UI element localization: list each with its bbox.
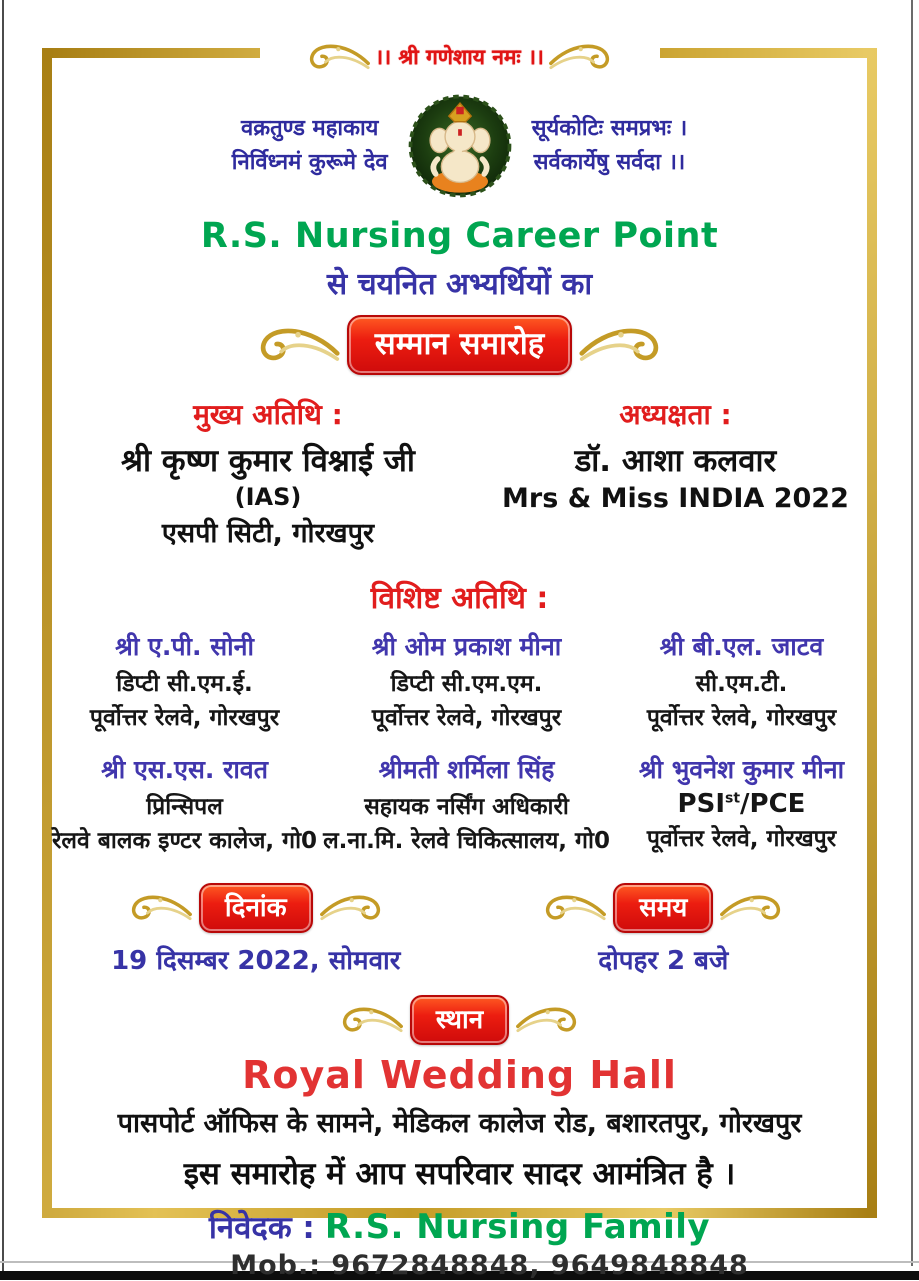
top-crest-ornament: [260, 26, 660, 88]
requester-row: [209, 1206, 710, 1248]
time-badge-row: [460, 883, 868, 933]
gold-flourish-icon: [719, 891, 783, 925]
guest-post-main: PSI: [677, 789, 725, 819]
venue-badge: स्थान: [410, 995, 509, 1045]
president-name: डॉ. आशा कलवार: [574, 443, 777, 479]
venue-address: पासपोर्ट ऑफिस के सामने, मेडिकल कालेज रोड, बशारतपुर, गोरखपुर: [117, 1108, 802, 1139]
venue-badge-row: [340, 995, 579, 1045]
president-designation: Mrs & Miss INDIA 2022: [502, 483, 849, 514]
card-content: [52, 58, 867, 1281]
guest-post-suffix: /PCE: [740, 789, 806, 819]
gold-flourish-icon: [578, 323, 662, 367]
guest-name: श्री बी.एल. जाटव: [659, 632, 824, 661]
guest-card: [323, 629, 610, 732]
chief-guest-designation: एसपी सिटी, गोरखपुर: [161, 518, 375, 549]
guest-post: डिप्टी सी.एम.ई.: [116, 671, 253, 697]
guest-card: [52, 752, 317, 855]
guest-org: पूर्वोत्तर रेलवे, गोरखपुर: [646, 826, 837, 852]
gold-flourish-icon: [319, 891, 383, 925]
time-value: दोपहर 2 बजे: [598, 946, 729, 976]
guest-org: ल.ना.मि. रेलवे चिकित्सालय, गो0: [323, 828, 610, 854]
guest-card: [616, 629, 867, 732]
shloka-left: [232, 112, 388, 180]
guest-card: [323, 752, 610, 855]
president-heading: अध्यक्षता :: [619, 398, 732, 431]
guest-name: श्री ओम प्रकाश मीना: [371, 632, 562, 661]
date-badge: दिनांक: [199, 883, 313, 933]
shloka-right-line1: सूर्यकोटिः समप्रभः ।: [531, 115, 688, 141]
requester-name: R.S. Nursing Family: [324, 1207, 711, 1247]
organization-title: R.S. Nursing Career Point: [200, 216, 719, 256]
guest-name: श्रीमती शर्मिला सिंह: [378, 755, 555, 784]
chief-guest-rank: (IAS): [234, 483, 302, 511]
guest-post: सी.एम.टी.: [695, 671, 788, 697]
gold-flourish-icon: [257, 323, 341, 367]
shloka-header: [52, 92, 867, 200]
guest-name: श्री ए.पी. सोनी: [115, 632, 254, 661]
guest-name: श्री एस.एस. रावत: [101, 755, 268, 784]
time-block: [460, 883, 868, 977]
shloka-right-line2: सर्वकार्येषु सर्वदा ।।: [533, 150, 686, 175]
chief-guest-name: श्री कृष्ण कुमार विश्नाई जी: [121, 443, 415, 479]
guest-post: [616, 789, 867, 819]
guest-card: [52, 629, 317, 732]
guest-post-superscript: st: [725, 790, 741, 807]
guest-card: [616, 752, 867, 855]
special-guests-heading: विशिष्ट अतिथि :: [370, 581, 549, 616]
shloka-left-line1: वक्रतुण्ड महाकाय: [240, 115, 379, 141]
special-guests-grid: [52, 629, 867, 855]
event-badge: सम्मान समारोह: [347, 315, 572, 375]
event-badge-row: [257, 315, 662, 375]
chief-guest-section: [52, 395, 867, 550]
event-subtitle: से चयनित अभ्यर्थियों का: [326, 267, 593, 302]
requester-label: निवेदक :: [208, 1210, 315, 1246]
guest-org: रेलवे बालक इण्टर कालेज, गो0: [52, 828, 318, 854]
page-edge-left: [2, 0, 4, 1280]
chief-guest-block: [52, 395, 484, 550]
gold-flourish-icon: [548, 40, 612, 74]
gold-flourish-icon: [340, 1003, 404, 1037]
guest-org: पूर्वोत्तर रेलवे, गोरखपुर: [89, 705, 280, 731]
guest-post: डिप्टी सी.एम.एम.: [390, 671, 543, 697]
shloka-left-line2: निर्विध्नमं कुरूमे देव: [231, 150, 388, 175]
gold-flourish-icon: [515, 1003, 579, 1037]
date-value: 19 दिसम्बर 2022, सोमवार: [111, 946, 401, 976]
chief-guest-heading: मुख्य अतिथि :: [193, 398, 343, 431]
guest-post: प्रिन्सिपल: [146, 794, 223, 820]
date-badge-row: [52, 883, 460, 933]
president-block: [484, 395, 867, 550]
guest-org: पूर्वोत्तर रेलवे, गोरखपुर: [371, 705, 562, 731]
time-badge: समय: [613, 883, 713, 933]
gold-flourish-icon: [543, 891, 607, 925]
mobile-numbers: Mob.: 9672848848, 9649848848: [230, 1250, 749, 1281]
gold-flourish-icon: [129, 891, 193, 925]
invitation-line: इस समारोह में आप सपरिवार सादर आमंत्रित है ।: [183, 1156, 736, 1192]
shloka-right: [532, 112, 688, 180]
ganesh-invocation: ।। श्री गणेशाय नमः ।।: [375, 45, 544, 69]
guest-org: पूर्वोत्तर रेलवे, गोरखपुर: [646, 705, 837, 731]
venue-name: Royal Wedding Hall: [242, 1053, 677, 1097]
ganesha-deity-image: [404, 92, 516, 200]
gold-flourish-icon: [307, 40, 371, 74]
guest-name: श्री भुवनेश कुमार मीना: [638, 755, 845, 784]
guest-post: सहायक नर्सिंग अधिकारी: [364, 794, 569, 820]
page-edge-right: [911, 0, 913, 1266]
schedule-section: [52, 883, 867, 977]
date-block: [52, 883, 460, 977]
